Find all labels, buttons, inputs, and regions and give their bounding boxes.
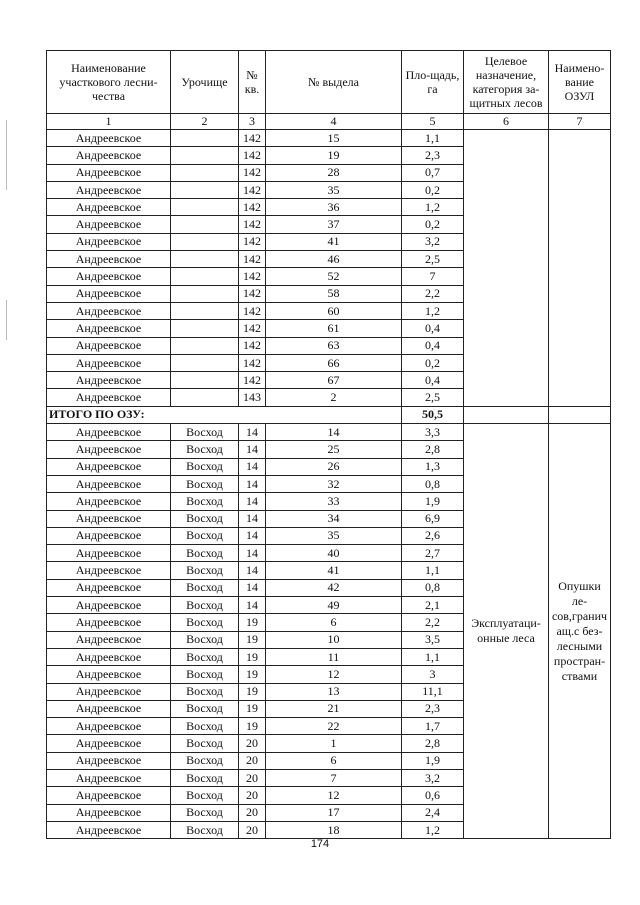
tract-cell: Восход (171, 718, 239, 735)
header-quarter-number: № кв. (239, 51, 266, 114)
tract-cell: Восход (171, 597, 239, 614)
area-cell: 0,4 (402, 372, 464, 389)
forestry-district-cell: Андреевское (47, 510, 171, 527)
area-cell: 2,1 (402, 597, 464, 614)
forestry-district-cell: Андреевское (47, 493, 171, 510)
forestry-district-cell: Андреевское (47, 233, 171, 250)
tract-cell (171, 181, 239, 198)
allotment-cell: 6 (266, 752, 402, 769)
quarter-cell: 14 (239, 441, 266, 458)
quarter-cell: 19 (239, 700, 266, 717)
total-purpose-cell (464, 406, 549, 423)
area-cell: 0,8 (402, 475, 464, 492)
ozul-name-cell (549, 130, 611, 407)
area-cell: 2,8 (402, 441, 464, 458)
tract-cell: Восход (171, 700, 239, 717)
area-cell: 1,1 (402, 562, 464, 579)
area-cell: 2,5 (402, 389, 464, 406)
header-tract: Урочище (171, 51, 239, 114)
area-cell: 0,6 (402, 787, 464, 804)
forestry-district-cell: Андреевское (47, 597, 171, 614)
tract-cell: Восход (171, 475, 239, 492)
area-cell: 2,3 (402, 700, 464, 717)
allotment-cell: 42 (266, 579, 402, 596)
quarter-cell: 14 (239, 579, 266, 596)
area-cell: 0,7 (402, 164, 464, 181)
area-cell: 0,4 (402, 337, 464, 354)
forestry-district-cell: Андреевское (47, 389, 171, 406)
allotment-cell: 10 (266, 631, 402, 648)
tract-cell: Восход (171, 752, 239, 769)
total-label: ИТОГО ПО ОЗУ: (47, 406, 402, 423)
quarter-cell: 142 (239, 320, 266, 337)
quarter-cell: 142 (239, 216, 266, 233)
forestry-district-cell: Андреевское (47, 302, 171, 319)
tract-cell: Восход (171, 769, 239, 786)
table-row (47, 130, 611, 147)
allotment-cell: 11 (266, 648, 402, 665)
ozul-name-cell: Опушки ле-сов,гранич ащ.с без-лесными простран-ствами (549, 424, 611, 839)
allotment-cell: 26 (266, 458, 402, 475)
area-cell: 7 (402, 268, 464, 285)
allotment-cell: 19 (266, 147, 402, 164)
area-cell: 1,2 (402, 302, 464, 319)
forestry-district-cell: Андреевское (47, 147, 171, 164)
quarter-cell: 142 (239, 233, 266, 250)
allotment-cell: 61 (266, 320, 402, 337)
area-cell: 1,1 (402, 130, 464, 147)
area-cell: 3 (402, 666, 464, 683)
tract-cell: Восход (171, 787, 239, 804)
allotment-cell: 7 (266, 769, 402, 786)
tract-cell: Восход (171, 614, 239, 631)
forestry-district-cell: Андреевское (47, 130, 171, 147)
quarter-cell: 142 (239, 372, 266, 389)
area-cell: 3,2 (402, 769, 464, 786)
tract-cell: Восход (171, 424, 239, 441)
quarter-cell: 14 (239, 424, 266, 441)
column-number: 7 (549, 114, 611, 130)
forestry-district-cell: Андреевское (47, 181, 171, 198)
quarter-cell: 142 (239, 268, 266, 285)
forestry-district-cell: Андреевское (47, 268, 171, 285)
area-cell: 1,1 (402, 648, 464, 665)
allotment-cell: 60 (266, 302, 402, 319)
area-cell: 1,2 (402, 199, 464, 216)
allotment-cell: 41 (266, 233, 402, 250)
table-header (47, 51, 611, 130)
area-cell: 2,7 (402, 545, 464, 562)
forestry-district-cell: Андреевское (47, 821, 171, 838)
allotment-cell: 1 (266, 735, 402, 752)
allotment-cell: 25 (266, 441, 402, 458)
tract-cell (171, 268, 239, 285)
allotment-cell: 14 (266, 424, 402, 441)
quarter-cell: 142 (239, 130, 266, 147)
tract-cell: Восход (171, 735, 239, 752)
scan-margin-line (6, 120, 7, 190)
forestry-district-cell: Андреевское (47, 199, 171, 216)
allotment-cell: 18 (266, 821, 402, 838)
allotment-cell: 33 (266, 493, 402, 510)
area-cell: 0,8 (402, 579, 464, 596)
header-area-ha: Пло-щадь, га (402, 51, 464, 114)
tract-cell: Восход (171, 579, 239, 596)
quarter-cell: 19 (239, 614, 266, 631)
forestry-district-cell: Андреевское (47, 787, 171, 804)
area-cell: 1,2 (402, 821, 464, 838)
quarter-cell: 14 (239, 493, 266, 510)
quarter-cell: 19 (239, 648, 266, 665)
allotment-cell: 12 (266, 787, 402, 804)
allotment-cell: 52 (266, 268, 402, 285)
quarter-cell: 14 (239, 545, 266, 562)
quarter-cell: 19 (239, 718, 266, 735)
quarter-cell: 142 (239, 354, 266, 371)
column-number: 2 (171, 114, 239, 130)
tract-cell (171, 285, 239, 302)
quarter-cell: 20 (239, 787, 266, 804)
forestry-district-cell: Андреевское (47, 718, 171, 735)
area-cell: 0,2 (402, 216, 464, 233)
tract-cell: Восход (171, 527, 239, 544)
allotment-cell: 15 (266, 130, 402, 147)
quarter-cell: 142 (239, 302, 266, 319)
forestry-district-cell: Андреевское (47, 320, 171, 337)
tract-cell (171, 233, 239, 250)
quarter-cell: 142 (239, 251, 266, 268)
area-cell: 3,3 (402, 424, 464, 441)
tract-cell: Восход (171, 804, 239, 821)
allotment-cell: 21 (266, 700, 402, 717)
allotment-cell: 12 (266, 666, 402, 683)
allotment-cell: 66 (266, 354, 402, 371)
quarter-cell: 142 (239, 147, 266, 164)
forestry-district-cell: Андреевское (47, 164, 171, 181)
header-target-purpose: Целевое назначение, категория за-щитных лесов (464, 51, 549, 114)
quarter-cell: 14 (239, 597, 266, 614)
tract-cell: Восход (171, 648, 239, 665)
forestry-district-cell: Андреевское (47, 614, 171, 631)
area-cell: 6,9 (402, 510, 464, 527)
allotment-cell: 32 (266, 475, 402, 492)
quarter-cell: 142 (239, 285, 266, 302)
forestry-district-cell: Андреевское (47, 562, 171, 579)
quarter-cell: 20 (239, 752, 266, 769)
table-row (47, 424, 611, 441)
allotment-cell: 17 (266, 804, 402, 821)
forestry-district-cell: Андреевское (47, 769, 171, 786)
total-ozul-cell (549, 406, 611, 423)
area-cell: 1,7 (402, 718, 464, 735)
forestry-district-cell: Андреевское (47, 475, 171, 492)
allotment-cell: 36 (266, 199, 402, 216)
allotment-cell: 35 (266, 527, 402, 544)
column-number: 6 (464, 114, 549, 130)
quarter-cell: 143 (239, 389, 266, 406)
forestry-district-cell: Андреевское (47, 527, 171, 544)
quarter-cell: 20 (239, 769, 266, 786)
area-cell: 1,9 (402, 493, 464, 510)
quarter-cell: 142 (239, 199, 266, 216)
forestry-district-cell: Андреевское (47, 666, 171, 683)
quarter-cell: 14 (239, 475, 266, 492)
tract-cell (171, 130, 239, 147)
total-area: 50,5 (402, 406, 464, 423)
quarter-cell: 142 (239, 181, 266, 198)
total-row (47, 406, 611, 423)
quarter-cell: 20 (239, 821, 266, 838)
quarter-cell: 14 (239, 562, 266, 579)
forestry-district-cell: Андреевское (47, 700, 171, 717)
allotment-cell: 6 (266, 614, 402, 631)
forestry-district-cell: Андреевское (47, 337, 171, 354)
quarter-cell: 14 (239, 458, 266, 475)
area-cell: 2,2 (402, 285, 464, 302)
quarter-cell: 19 (239, 683, 266, 700)
column-number: 5 (402, 114, 464, 130)
allotment-cell: 13 (266, 683, 402, 700)
forestry-district-cell: Андреевское (47, 216, 171, 233)
table-body (47, 130, 611, 839)
column-number-row (47, 114, 611, 130)
tract-cell: Восход (171, 666, 239, 683)
quarter-cell: 14 (239, 510, 266, 527)
header-allotment-number: № выдела (266, 51, 402, 114)
tract-cell (171, 164, 239, 181)
allotment-cell: 41 (266, 562, 402, 579)
forest-areas-table (46, 50, 611, 839)
quarter-cell: 142 (239, 164, 266, 181)
tract-cell (171, 372, 239, 389)
area-cell: 2,2 (402, 614, 464, 631)
tract-cell: Восход (171, 631, 239, 648)
forestry-district-cell: Андреевское (47, 752, 171, 769)
quarter-cell: 14 (239, 527, 266, 544)
header-ozul-name: Наимено-вание ОЗУЛ (549, 51, 611, 114)
forestry-district-cell: Андреевское (47, 285, 171, 302)
area-cell: 1,9 (402, 752, 464, 769)
area-cell: 2,6 (402, 527, 464, 544)
forestry-district-cell: Андреевское (47, 579, 171, 596)
forestry-district-cell: Андреевское (47, 424, 171, 441)
allotment-cell: 22 (266, 718, 402, 735)
header-forestry-district: Наименование участкового лесни-чества (47, 51, 171, 114)
allotment-cell: 28 (266, 164, 402, 181)
tract-cell (171, 251, 239, 268)
forestry-district-cell: Андреевское (47, 804, 171, 821)
area-cell: 3,5 (402, 631, 464, 648)
quarter-cell: 142 (239, 337, 266, 354)
area-cell: 0,4 (402, 320, 464, 337)
forestry-district-cell: Андреевское (47, 648, 171, 665)
allotment-cell: 49 (266, 597, 402, 614)
target-purpose-cell (464, 130, 549, 407)
tract-cell: Восход (171, 683, 239, 700)
tract-cell: Восход (171, 821, 239, 838)
area-cell: 2,8 (402, 735, 464, 752)
area-cell: 1,3 (402, 458, 464, 475)
forestry-district-cell: Андреевское (47, 354, 171, 371)
allotment-cell: 2 (266, 389, 402, 406)
tract-cell: Восход (171, 510, 239, 527)
quarter-cell: 20 (239, 804, 266, 821)
forestry-district-cell: Андреевское (47, 458, 171, 475)
column-number: 1 (47, 114, 171, 130)
area-cell: 3,2 (402, 233, 464, 250)
allotment-cell: 63 (266, 337, 402, 354)
scan-margin-line (6, 300, 7, 340)
allotment-cell: 67 (266, 372, 402, 389)
allotment-cell: 58 (266, 285, 402, 302)
allotment-cell: 46 (266, 251, 402, 268)
forestry-district-cell: Андреевское (47, 372, 171, 389)
forestry-district-cell: Андреевское (47, 441, 171, 458)
forestry-district-cell: Андреевское (47, 683, 171, 700)
target-purpose-cell: Эксплуатаци-онные леса (464, 424, 549, 839)
tract-cell: Восход (171, 493, 239, 510)
allotment-cell: 34 (266, 510, 402, 527)
area-cell: 0,2 (402, 354, 464, 371)
quarter-cell: 20 (239, 735, 266, 752)
tract-cell (171, 147, 239, 164)
tract-cell: Восход (171, 441, 239, 458)
tract-cell (171, 199, 239, 216)
tract-cell (171, 389, 239, 406)
forestry-district-cell: Андреевское (47, 631, 171, 648)
quarter-cell: 19 (239, 631, 266, 648)
tract-cell (171, 337, 239, 354)
column-number: 4 (266, 114, 402, 130)
area-cell: 0,2 (402, 181, 464, 198)
tract-cell (171, 302, 239, 319)
tract-cell (171, 354, 239, 371)
forestry-district-cell: Андреевское (47, 545, 171, 562)
quarter-cell: 19 (239, 666, 266, 683)
header-row (47, 51, 611, 114)
forestry-district-cell: Андреевское (47, 735, 171, 752)
area-cell: 2,4 (402, 804, 464, 821)
area-cell: 11,1 (402, 683, 464, 700)
area-cell: 2,3 (402, 147, 464, 164)
forestry-district-cell: Андреевское (47, 251, 171, 268)
allotment-cell: 40 (266, 545, 402, 562)
page-number: 174 (310, 838, 330, 850)
tract-cell (171, 320, 239, 337)
tract-cell: Восход (171, 458, 239, 475)
allotment-cell: 35 (266, 181, 402, 198)
area-cell: 2,5 (402, 251, 464, 268)
allotment-cell: 37 (266, 216, 402, 233)
tract-cell: Восход (171, 562, 239, 579)
column-number: 3 (239, 114, 266, 130)
tract-cell (171, 216, 239, 233)
tract-cell: Восход (171, 545, 239, 562)
